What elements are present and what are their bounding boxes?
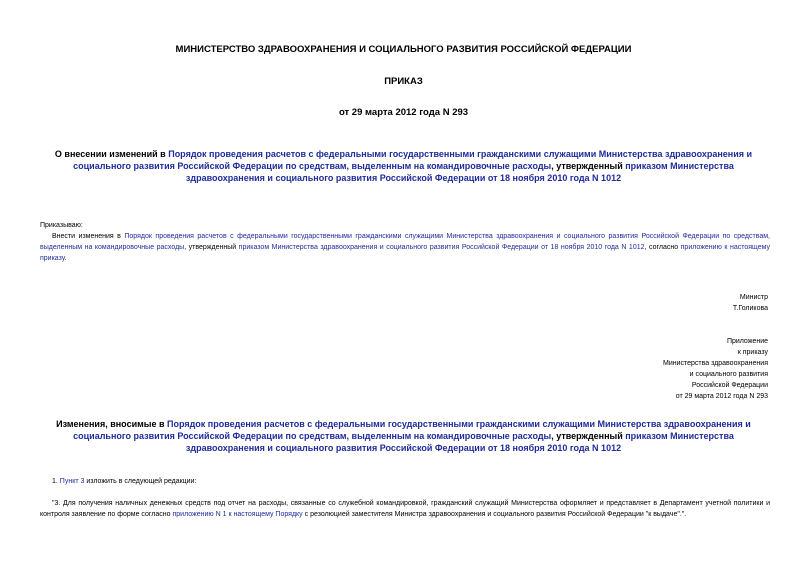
link-order-1012[interactable]: приказом Министерства здравоохранения и социального развития Российской Федерации от 18 ноября 2010 года N 1012	[185, 431, 734, 453]
signature-block	[733, 292, 768, 314]
link-procedure[interactable]: Порядок проведения расчетов с федеральными государственными гражданскими служащими Министерства здравоохранения и социального развития Российской Федерации по средствам, выделенным на командировочные расходы	[40, 233, 770, 251]
paragraph-text: изложить в следующей редакции:	[84, 478, 197, 485]
ministry-title: МИНИСТЕРСТВО ЗДРАВООХРАНЕНИЯ И СОЦИАЛЬНОГО РАЗВИТИЯ РОССИЙСКОЙ ФЕДЕРАЦИИ	[175, 44, 632, 55]
paragraph-text: "3. Для получения наличных денежных средств под отчет на расходы, связанные со служебной командировкой, гражданский служащий Министерства оформляет и представляет в Департамент учетной политики и контроля заявление по форме согласно	[40, 500, 770, 518]
heading-text: , утвержденный	[551, 161, 626, 171]
paragraph-text: 1.	[52, 478, 60, 485]
order-heading	[40, 148, 767, 184]
heading-text: , утвержденный	[551, 431, 626, 441]
signer-name: Т.Голикова	[732, 305, 768, 312]
link-order-1012[interactable]: приказом Министерства здравоохранения и социального развития Российской Федерации от 18 ноября 2010 года N 1012	[185, 161, 734, 183]
link-point-3[interactable]: Пункт 3	[59, 478, 85, 485]
appendix-line: Министерства здравоохранения	[663, 360, 768, 367]
point-3-paragraph	[40, 498, 770, 520]
paragraph-text: , утвержденный	[184, 244, 239, 251]
link-procedure[interactable]: Порядок проведения расчетов с федеральными государственными гражданскими служащими Министерства здравоохранения и социального развития Российской Федерации по средствам, выделенным на командировочные расходы	[73, 149, 753, 171]
order-date: от 29 марта 2012 года N 293	[338, 107, 469, 118]
appendix-block	[663, 336, 768, 402]
link-procedure[interactable]: Порядок проведения расчетов с федеральными государственными гражданскими служащими Министерства здравоохранения и социального развития Российской Федерации по средствам, выделенным на командировочные расходы	[73, 419, 751, 441]
heading-text: О внесении изменений в	[54, 149, 169, 159]
paragraph-text: Внести изменения в	[52, 233, 125, 240]
appendix-line: и социального развития	[689, 371, 768, 378]
link-order-1012[interactable]: приказом Министерства здравоохранения и социального развития Российской Федерации от 18 ноября 2010 года N 1012	[238, 244, 645, 251]
appendix-line: Российской Федерации	[691, 382, 768, 389]
link-appendix-1[interactable]: приложению N 1 к настоящему Порядку	[172, 511, 303, 518]
order-item-paragraph	[40, 231, 770, 264]
link-appendix[interactable]: приложению к настоящему приказу	[40, 244, 770, 262]
order-word: ПРИКАЗ	[384, 76, 423, 87]
paragraph-text: .	[64, 255, 67, 262]
prikazyvayu-label: Приказываю:	[40, 222, 83, 229]
heading-text: Изменения, вносимые в	[56, 419, 167, 429]
signer-position: Министр	[739, 294, 768, 301]
paragraph-text: с резолюцией заместителя Министра здравоохранения и социального развития Российской Федерации "к выдаче".".	[302, 511, 687, 518]
paragraph-text: , согласно	[644, 244, 681, 251]
appendix-line: к приказу	[737, 349, 768, 356]
appendix-line: Приложение	[726, 338, 768, 345]
changes-heading	[40, 418, 767, 454]
appendix-line: от 29 марта 2012 года N 293	[675, 393, 768, 400]
point-1-paragraph	[40, 476, 770, 487]
